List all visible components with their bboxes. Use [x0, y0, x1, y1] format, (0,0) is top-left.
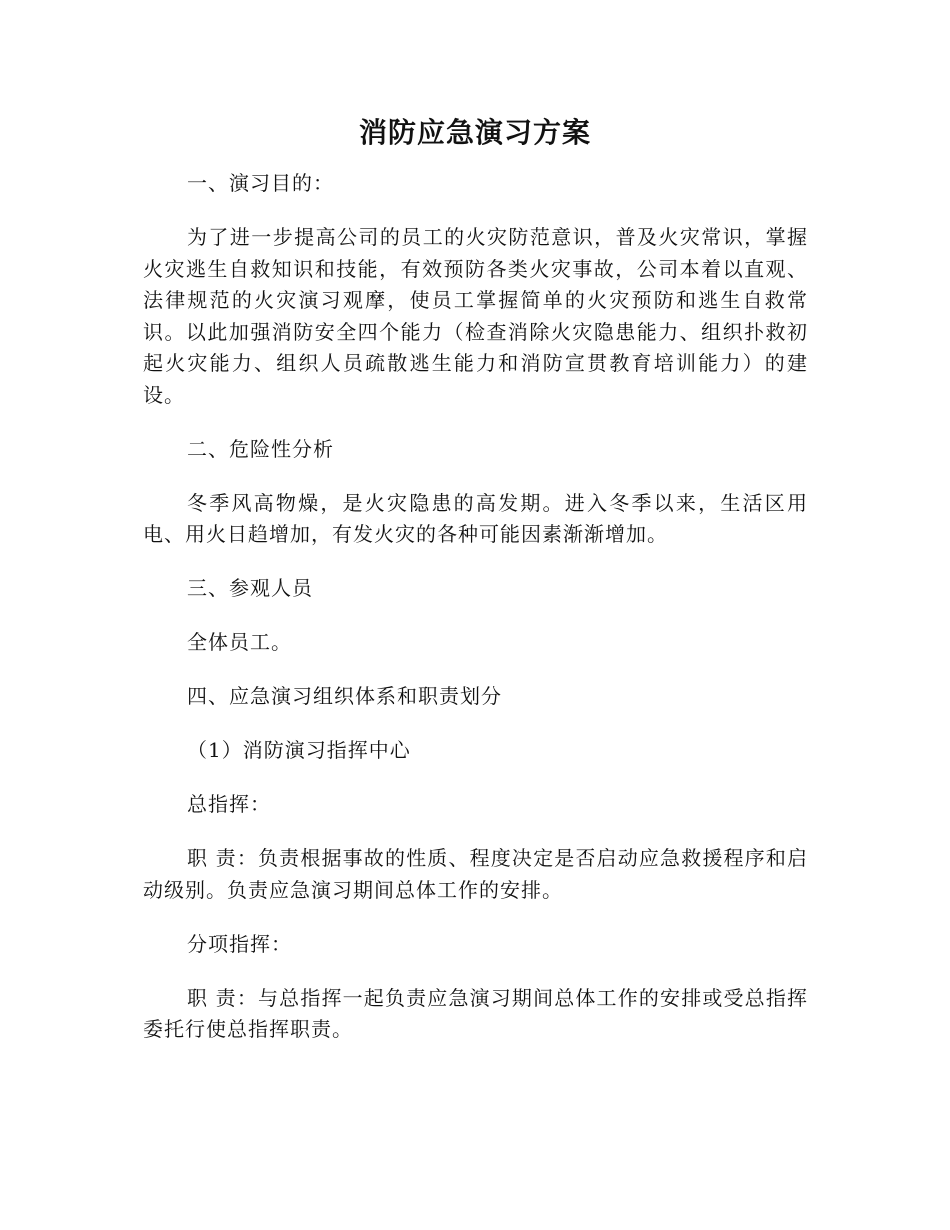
section-heading-purpose: 一、演习目的： — [187, 171, 334, 195]
role-chief-commander: 总指挥： — [187, 792, 271, 816]
subsection-command-center: （1）消防演习指挥中心 — [187, 738, 411, 762]
document-title: 消防应急演习方案 — [358, 116, 591, 149]
section-heading-organization: 四、应急演习组织体系和职责划分 — [187, 684, 502, 708]
risk-analysis-paragraph: 冬季风高物燥，是火灾隐患的高发期。进入冬季以来，生活区用电、用火日趋增加，有发火灾的各种可能因素渐渐增加。 — [143, 490, 808, 546]
role-deputy-commander: 分项指挥： — [187, 931, 292, 956]
participants-paragraph: 全体员工。 — [187, 630, 292, 654]
chief-commander-duties: 职 责：负责根据事故的性质、程度决定是否启动应急救援程序和启动级别。负责应急演习期间总体工作的安排。 — [143, 846, 808, 902]
document-body — [143, 168, 808, 1046]
section-heading-risk-analysis: 二、危险性分析 — [187, 436, 334, 461]
purpose-paragraph: 为了进一步提高公司的员工的火灾防范意识，普及火灾常识，掌握火灾逃生自救知识和技能，有效预防各类火灾事故，公司本着以直观、法律规范的火灾演习观摩，使员工掌握简单的火灾预防和逃生自救常识。以此加强消防安全四个能力（检查消除火灾隐患能力、组织扑救初起火灾能力、组织人员疏散逃生能力和消防宣贯教育培训能力）的建设。 — [143, 225, 808, 407]
deputy-commander-duties: 职 责：与总指挥一起负责应急演习期间总体工作的安排或受总指挥委托行使总指挥职责。 — [143, 985, 808, 1041]
section-heading-participants: 三、参观人员 — [187, 576, 313, 600]
